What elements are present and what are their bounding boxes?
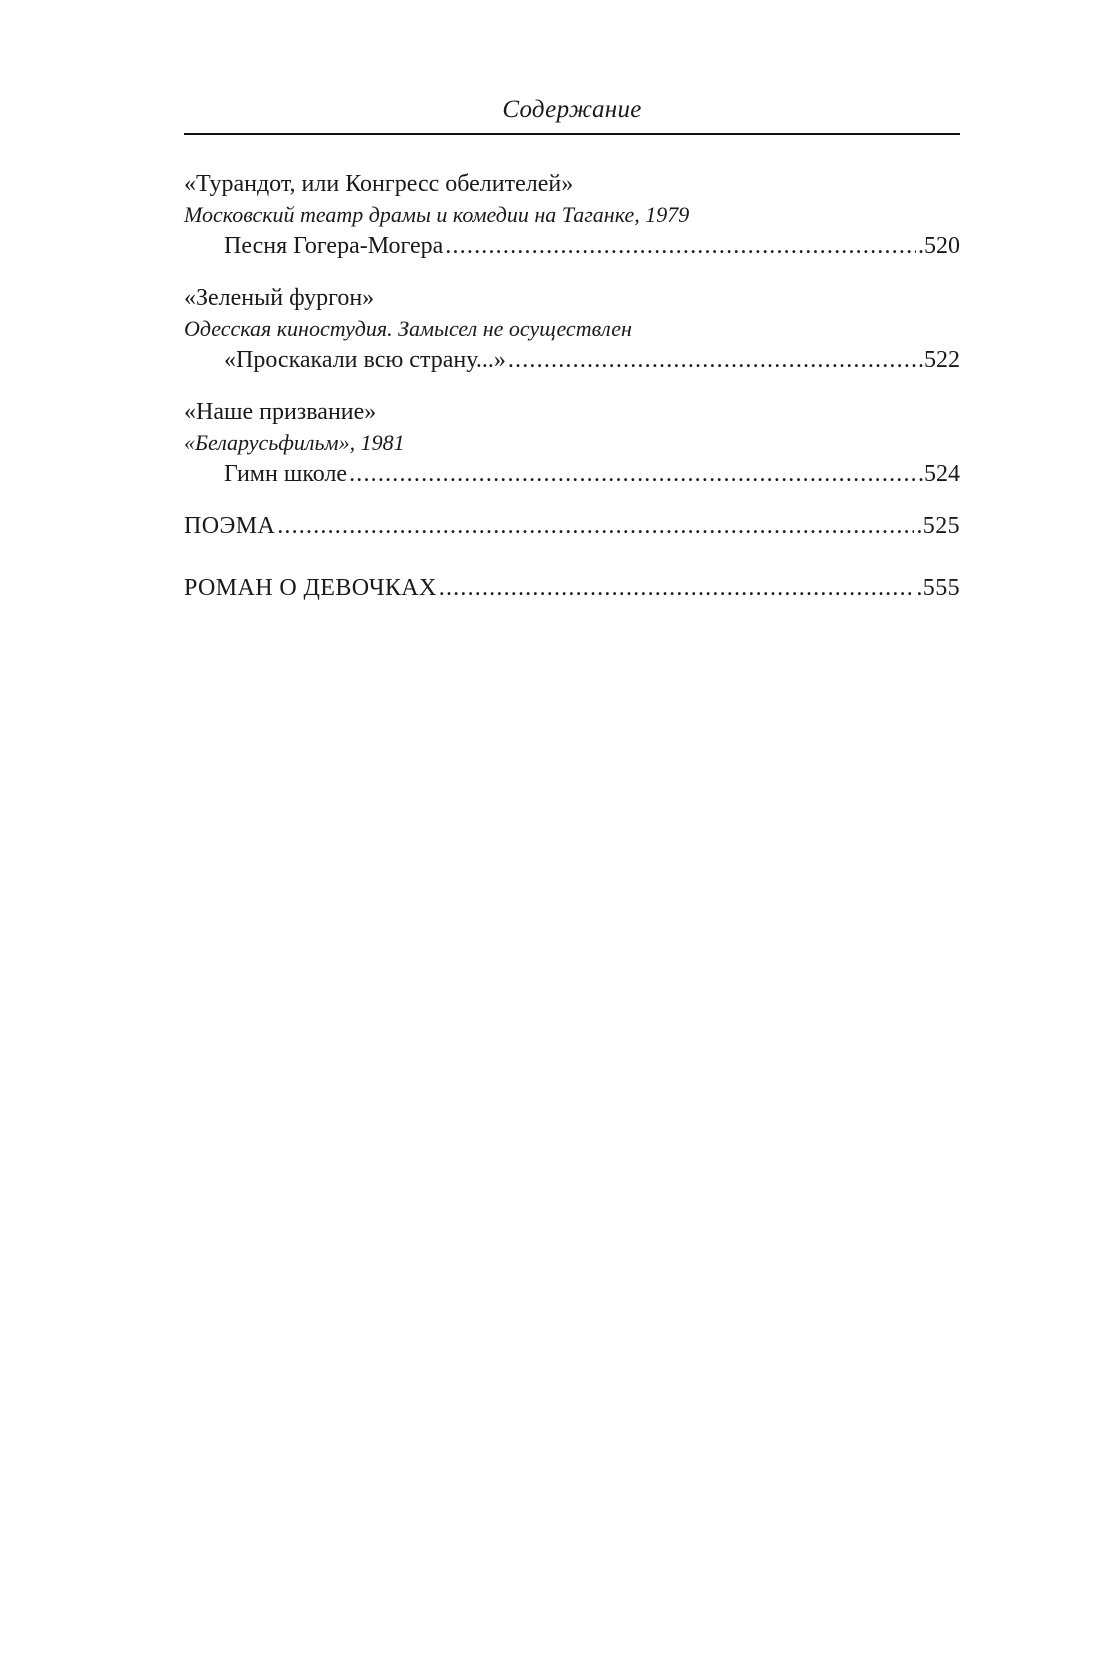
section-entry-poema[interactable] xyxy=(184,510,960,542)
section-label: ПОЭМА xyxy=(184,513,276,539)
group-title: «Турандот, или Конгресс обелителей» xyxy=(184,171,574,197)
group-title: «Зеленый фургон» xyxy=(184,285,375,311)
toc-group xyxy=(184,396,960,490)
toc-section xyxy=(184,510,960,542)
dot-leader xyxy=(277,510,914,542)
running-head: Содержание xyxy=(502,96,642,123)
entry-label: Гимн школе xyxy=(224,461,348,487)
toc-page xyxy=(184,0,960,1677)
group-note: Одесская киностудия. Замысел не осуществлен xyxy=(184,316,632,341)
section-label: РОМАН О ДЕВОЧКАХ xyxy=(184,575,437,601)
dot-leader xyxy=(508,344,916,376)
toc-entry[interactable] xyxy=(184,230,960,262)
toc-entry[interactable] xyxy=(184,344,960,376)
entry-page-number: .522 xyxy=(918,347,960,373)
entry-label: «Проскакали всю страну...» xyxy=(224,347,506,373)
dot-leader xyxy=(439,572,915,604)
header-rule xyxy=(184,133,960,135)
entry-page-number: .524 xyxy=(918,461,960,487)
entry-label: Песня Гогера-Могера xyxy=(224,233,444,259)
dot-leader xyxy=(349,458,916,490)
section-page-number: .555 xyxy=(916,575,960,601)
toc-section xyxy=(184,572,960,604)
group-note: «Беларусьфильм», 1981 xyxy=(184,430,405,455)
toc-entry[interactable] xyxy=(184,458,960,490)
table-of-contents xyxy=(184,168,960,604)
section-entry-roman[interactable] xyxy=(184,572,960,604)
group-note: Московский театр драмы и комедии на Таганке, 1979 xyxy=(184,202,690,227)
group-title: «Наше призвание» xyxy=(184,399,377,425)
toc-group xyxy=(184,168,960,262)
entry-page-number: .520 xyxy=(918,233,960,259)
toc-group xyxy=(184,282,960,376)
section-page-number: .525 xyxy=(916,513,960,539)
dot-leader xyxy=(445,230,916,262)
